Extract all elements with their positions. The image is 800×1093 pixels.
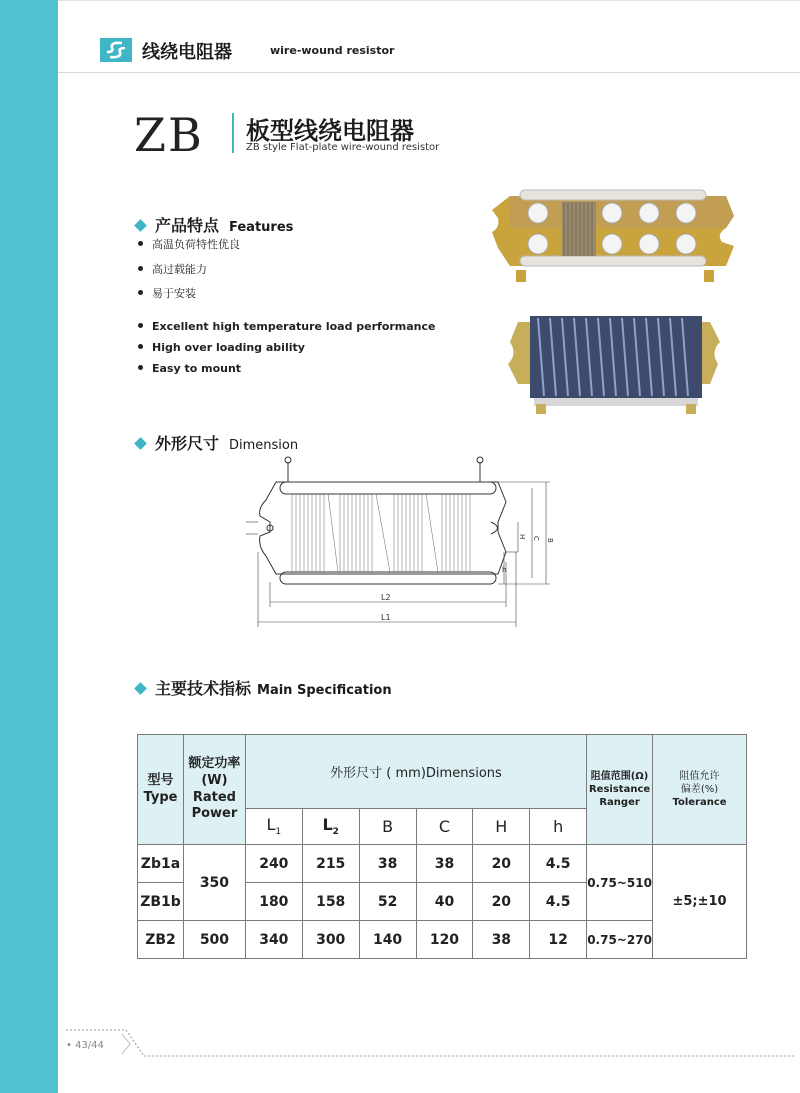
features-heading-en: Features [229,220,294,235]
col-hh-header: H [473,809,530,845]
product-name-cn: 板型线绕电阻器 [246,117,414,145]
table-row: ZB1b 180 158 52 40 20 4.5 [138,883,747,921]
product-name-en: ZB style Flat-plate wire-wound resistor [246,142,440,153]
header-title-cn: 线绕电阻器 [142,42,232,63]
col-c-header: C [416,809,473,845]
label-l2: L2 [381,593,391,602]
feature-item: 高过载能力 [138,261,207,277]
col-power-header: 额定功率 (W) Rated Power [183,735,245,845]
tolerance-value: ±5;±10 [653,845,747,959]
spec-table [137,734,747,959]
feature-item-en: High over loading ability [138,341,305,354]
feature-item: 高温负荷特性优良 [138,236,240,252]
dimension-drawing [236,452,566,632]
col-l2-header: $L_2$ [302,809,359,845]
feature-item-en: Easy to mount [138,362,241,375]
company-logo-icon [100,38,132,62]
feature-item-en: Excellent high temperature load performance [138,320,436,333]
product-code: ZB [134,108,204,162]
product-photo-open [490,188,742,288]
features-heading-cn: 产品特点 [155,216,220,235]
spec-heading-cn: 主要技术指标 [155,679,252,698]
feature-item: 易于安装 [138,285,196,301]
dimension-heading-cn: 外形尺寸 [155,434,220,453]
title-divider [232,113,234,153]
dimension-heading [136,431,298,454]
col-type-header: 型号 Type [138,735,184,845]
side-color-bar [0,0,58,1093]
diamond-bullet-icon [134,437,147,450]
table-row: Zb1a 350 240 215 38 38 20 4.5 0.75~510 ±5;±10 [138,845,747,883]
page-number: • 43/44 [66,1040,104,1051]
label-h-upper: H [518,534,526,540]
table-row: ZB2 500 340 300 140 120 38 12 0.75~270 [138,921,747,959]
label-l1: L1 [381,613,391,622]
label-h-lower: h [502,566,507,574]
col-dimensions-header: 外形尺寸 ( mm)Dimensions [245,735,586,809]
diamond-bullet-icon [134,682,147,695]
power-zb1: 350 [183,845,245,921]
label-b: B [546,538,554,543]
dimension-heading-en: Dimension [229,438,299,453]
footer-decoration [66,1028,796,1058]
col-b-header: B [359,809,416,845]
diamond-bullet-icon [134,219,147,232]
spec-heading [136,676,392,699]
features-heading [136,213,293,236]
header-title-en: wire-wound resistor [270,44,395,57]
col-resistance-header: 阻值范围(Ω) Resistance Ranger [587,735,653,845]
spec-heading-en: Main Specification [257,683,392,698]
col-tolerance-header: 阻值允许 偏差(%) Tolerance [653,735,747,845]
header-divider [58,72,800,73]
label-c: C [532,536,540,541]
res-zb1: 0.75~510 [587,845,653,921]
top-border [58,0,800,1]
col-l1-header: $L_1$ [245,809,302,845]
product-photo-closed [504,312,726,416]
col-h-header: h [530,809,587,845]
